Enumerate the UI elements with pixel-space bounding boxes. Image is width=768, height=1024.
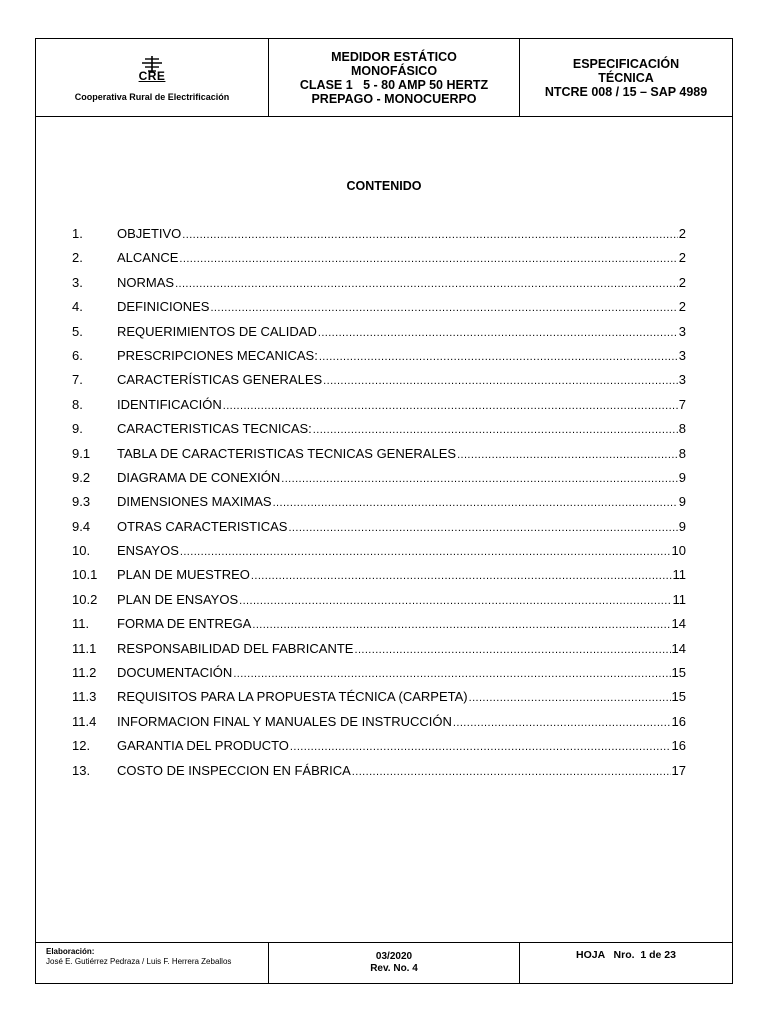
page-title: CONTENIDO <box>346 179 422 193</box>
toc-entry-number: 5. <box>72 323 83 339</box>
toc-entry-number: 11.1 <box>72 640 97 656</box>
toc-entry[interactable] <box>72 348 686 372</box>
toc-dot-leader <box>210 302 677 314</box>
toc-entry-number: 9.3 <box>72 494 91 510</box>
toc-entry-page: 2 <box>678 226 686 241</box>
toc-entry-number: 11.3 <box>72 689 97 705</box>
toc-entry-number: 13. <box>72 762 91 778</box>
authors: José E. Gutiérrez Pedraza / Luis F. Herrera Zeballos <box>46 957 232 966</box>
organization-name: Cooperativa Rural de Electrificación <box>74 91 230 102</box>
toc-entry-label: PLAN DE MUESTREO <box>117 567 250 583</box>
toc-entry-label: REQUERIMIENTOS DE CALIDAD <box>117 323 317 339</box>
toc-dot-leader <box>273 497 678 509</box>
toc-entry[interactable] <box>72 738 686 762</box>
toc-dot-leader <box>469 692 671 704</box>
toc-entry-number: 10. <box>72 543 91 559</box>
toc-entry-page: 3 <box>678 323 686 339</box>
toc-entry[interactable] <box>72 372 686 396</box>
toc-entry-label: TABLA DE CARACTERISTICAS TECNICAS GENERALES <box>117 445 457 461</box>
footer-authors-cell <box>36 943 269 983</box>
document-header <box>36 39 732 117</box>
logo-text: CRE <box>138 68 166 83</box>
toc-entry-page: 9 <box>678 469 686 485</box>
toc-dot-leader <box>233 668 670 680</box>
toc-entry-page: 11 <box>672 567 686 583</box>
toc-entry-number: 9.2 <box>72 469 91 485</box>
toc-dot-leader <box>323 375 678 387</box>
toc-entry-label: REQUISITOS PARA LA PROPUESTA TÉCNICA (CARPETA) <box>117 689 468 705</box>
toc-entry-label: COSTO DE INSPECCION EN FÁBRICA <box>117 762 351 778</box>
toc-dot-leader <box>457 449 678 461</box>
toc-entry-label: DIMENSIONES MAXIMAS <box>117 494 272 510</box>
toc-entry-page: 9 <box>678 494 686 510</box>
header-product-cell <box>269 39 520 116</box>
toc-entry-label: DOCUMENTACIÓN <box>117 665 233 681</box>
toc-dot-leader <box>180 546 671 558</box>
header-logo-cell <box>36 39 269 116</box>
toc-entry[interactable] <box>72 446 686 470</box>
toc-entry-page: 14 <box>671 616 686 632</box>
toc-entry-number: 4. <box>72 299 83 315</box>
toc-dot-leader <box>252 619 670 631</box>
toc-entry[interactable] <box>72 226 686 250</box>
toc-entry[interactable] <box>72 543 686 567</box>
toc-entry-number: 1. <box>72 226 83 241</box>
toc-entry-number: 11.2 <box>72 665 97 681</box>
product-line: PREPAGO - MONOCUERPO <box>311 91 477 106</box>
toc-entry[interactable] <box>72 592 686 616</box>
toc-entry-label: GARANTIA DEL PRODUCTO <box>117 738 289 754</box>
spec-line: ESPECIFICACIÓN <box>572 56 680 71</box>
toc-entry-number: 10.2 <box>72 591 98 607</box>
toc-entry-label: NORMAS <box>117 274 175 290</box>
toc-entry-page: 11 <box>672 591 686 607</box>
toc-dot-leader <box>251 570 672 582</box>
product-line: MONOFÁSICO <box>350 63 438 78</box>
toc-entry-label: ALCANCE <box>117 250 179 266</box>
toc-entry[interactable] <box>72 494 686 518</box>
toc-entry-number: 7. <box>72 372 83 388</box>
toc-entry[interactable] <box>72 714 686 738</box>
document-date: 03/2020 <box>375 951 413 962</box>
toc-entry[interactable] <box>72 519 686 543</box>
toc-entry-label: RESPONSABILIDAD DEL FABRICANTE <box>117 640 354 656</box>
toc-entry-page: 9 <box>678 518 686 534</box>
toc-entry[interactable] <box>72 421 686 445</box>
toc-entry-number: 10.1 <box>72 567 98 583</box>
toc-entry[interactable] <box>72 324 686 348</box>
toc-entry-page: 10 <box>671 543 686 559</box>
toc-dot-leader <box>239 595 671 607</box>
toc-entry[interactable] <box>72 397 686 421</box>
toc-dot-leader <box>182 229 677 241</box>
product-line: MEDIDOR ESTÁTICO <box>331 49 457 64</box>
toc-entry[interactable] <box>72 567 686 591</box>
toc-entry-number: 6. <box>72 347 83 363</box>
toc-entry-number: 11. <box>72 616 90 632</box>
toc-entry-page: 16 <box>671 738 686 754</box>
toc-entry[interactable] <box>72 299 686 323</box>
toc-entry-label: DIAGRAMA DE CONEXIÓN <box>117 469 281 485</box>
cre-logo <box>139 56 166 82</box>
toc-entry[interactable] <box>72 689 686 713</box>
toc-entry-page: 3 <box>678 372 686 388</box>
toc-entry-label: IDENTIFICACIÓN <box>117 396 222 412</box>
toc-entry-page: 17 <box>671 762 686 778</box>
toc-entry-page: 2 <box>678 274 686 290</box>
toc-entry-label: CARACTERISTICAS TECNICAS: <box>117 421 312 437</box>
toc-entry-number: 12. <box>72 738 91 754</box>
toc-entry-number: 9.4 <box>72 518 91 534</box>
toc-entry-label: INFORMACION FINAL Y MANUALES DE INSTRUCCIÓN <box>117 713 452 729</box>
toc-dot-leader <box>223 400 678 412</box>
revision-number: Rev. No. 4 <box>370 963 418 974</box>
toc-dot-leader <box>313 424 678 436</box>
toc-dot-leader <box>453 717 671 729</box>
spec-line: TÉCNICA <box>598 70 654 85</box>
toc-entry[interactable] <box>72 641 686 665</box>
toc-entry-label: OBJETIVO <box>117 226 182 241</box>
toc-dot-leader <box>354 644 670 656</box>
toc-entry[interactable] <box>72 470 686 494</box>
toc-entry[interactable] <box>72 616 686 640</box>
toc-entry-page: 15 <box>671 689 686 705</box>
toc-entry-page: 14 <box>671 640 686 656</box>
toc-entry-label: DEFINICIONES <box>117 299 210 315</box>
toc-entry-page: 8 <box>678 445 686 461</box>
toc-entry-label: OTRAS CARACTERISTICAS <box>117 518 288 534</box>
toc-dot-leader <box>175 278 678 290</box>
toc-dot-leader <box>290 741 671 753</box>
toc-entry-page: 7 <box>678 396 686 412</box>
toc-entry[interactable] <box>72 275 686 299</box>
header-spec-cell <box>520 39 732 116</box>
toc-entry-page: 16 <box>671 713 686 729</box>
footer-date-cell <box>269 943 520 983</box>
toc-entry-label: PRESCRIPCIONES MECANICAS: <box>117 347 318 363</box>
toc-entry-page: 8 <box>678 421 686 437</box>
toc-entry-number: 2. <box>72 250 83 266</box>
toc-dot-leader <box>288 522 677 534</box>
toc-entry-number: 9.1 <box>72 445 91 461</box>
toc-entry-number: 9. <box>72 421 83 437</box>
toc-entry-page: 3 <box>678 347 686 363</box>
toc-dot-leader <box>318 327 678 339</box>
toc-entry-label: CARACTERÍSTICAS GENERALES <box>117 372 323 388</box>
product-line: CLASE 1 5 - 80 AMP 50 HERTZ <box>299 77 489 92</box>
toc-entry-number: 11.4 <box>72 713 97 729</box>
elaboracion-label: Elaboración: <box>46 947 95 956</box>
spec-line: NTCRE 008 / 15 – SAP 4989 <box>544 84 708 99</box>
toc-entry-label: PLAN DE ENSAYOS <box>117 591 239 607</box>
toc-dot-leader <box>179 253 677 265</box>
toc-entry-number: 3. <box>72 274 83 290</box>
toc-entry-label: ENSAYOS <box>117 543 179 559</box>
toc-entry[interactable] <box>72 665 686 689</box>
document-page <box>35 38 733 984</box>
toc-entry-page: 2 <box>678 250 686 266</box>
toc-dot-leader <box>281 473 678 485</box>
toc-entry-page: 15 <box>671 665 686 681</box>
table-of-contents <box>72 226 686 787</box>
toc-entry[interactable] <box>72 763 686 787</box>
toc-entry[interactable] <box>72 250 686 274</box>
document-footer <box>36 942 732 983</box>
toc-entry-page: 2 <box>678 299 686 315</box>
toc-entry-label: FORMA DE ENTREGA <box>117 616 252 632</box>
toc-entry-number: 8. <box>72 396 83 412</box>
footer-sheet-cell <box>520 943 732 983</box>
sheet-number: HOJA Nro. 1 de 23 <box>576 949 676 961</box>
toc-dot-leader <box>352 766 671 778</box>
toc-dot-leader <box>319 351 678 363</box>
